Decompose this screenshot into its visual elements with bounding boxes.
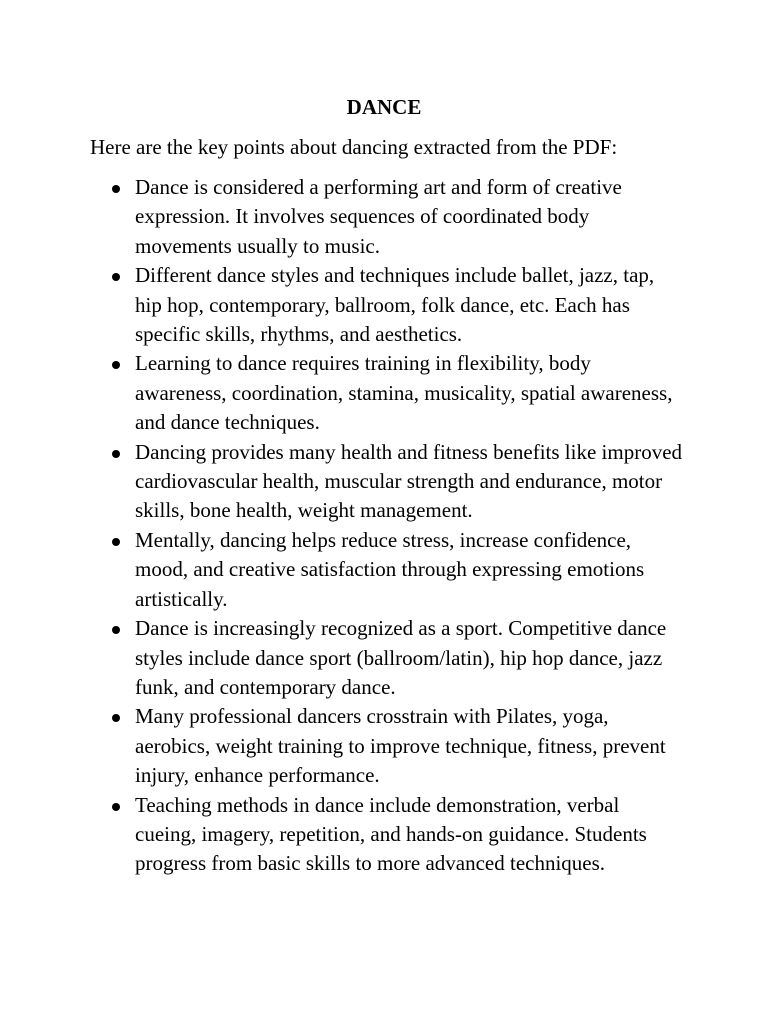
list-item-text: Many professional dancers crosstrain with Pilates, yoga, aerobics, weight training to improve technique, fitness, prevent injury, enhance performance.: [135, 704, 666, 788]
list-item: [0, 702, 700, 790]
document-title: DANCE: [346, 95, 422, 119]
list-item: [0, 526, 700, 614]
bullet-icon: [112, 538, 120, 546]
list-item: [0, 438, 700, 526]
bullet-icon: [112, 803, 120, 811]
key-points-list: [0, 173, 700, 879]
list-item-text: Dance is considered a performing art and form of creative expression. It involves sequences of coordinated body movements usually to music.: [135, 175, 622, 258]
bullet-icon: [112, 450, 120, 458]
list-item: [0, 791, 700, 879]
list-item-text: Dance is increasingly recognized as a sport. Competitive dance styles include dance sport (ballroom/latin), hip hop dance, jazz funk, and contemporary dance.: [135, 616, 667, 699]
bullet-icon: [112, 185, 120, 193]
list-item-text: Mentally, dancing helps reduce stress, increase confidence, mood, and creative satisfaction through expressing emotions artistically.: [135, 527, 645, 611]
bullet-icon: [112, 714, 120, 722]
bullet-icon: [112, 626, 120, 634]
intro-paragraph: Here are the key points about dancing extracted from the PDF:: [90, 135, 618, 159]
list-item: [0, 614, 700, 702]
bullet-icon: [112, 273, 120, 281]
list-item-text: Dancing provides many health and fitness benefits like improved cardiovascular health, muscular strength and endurance, motor skills, bone health, weight management.: [135, 439, 683, 523]
bullet-icon: [112, 361, 120, 369]
list-item-text: Learning to dance requires training in flexibility, body awareness, coordination, stamina, musicality, spatial awareness, and dance techniques.: [135, 351, 673, 435]
list-item: [0, 261, 700, 349]
list-item-text: Different dance styles and techniques include ballet, jazz, tap, hip hop, contemporary, ballroom, folk dance, etc. Each has specific skills, rhythms, and aesthetics.: [135, 263, 655, 347]
list-item: [0, 349, 700, 437]
list-item: [0, 173, 700, 261]
list-item-text: Teaching methods in dance include demonstration, verbal cueing, imagery, repetition, and hands-on guidance. Students progress from basic skills to more advanced techniques.: [135, 792, 647, 876]
